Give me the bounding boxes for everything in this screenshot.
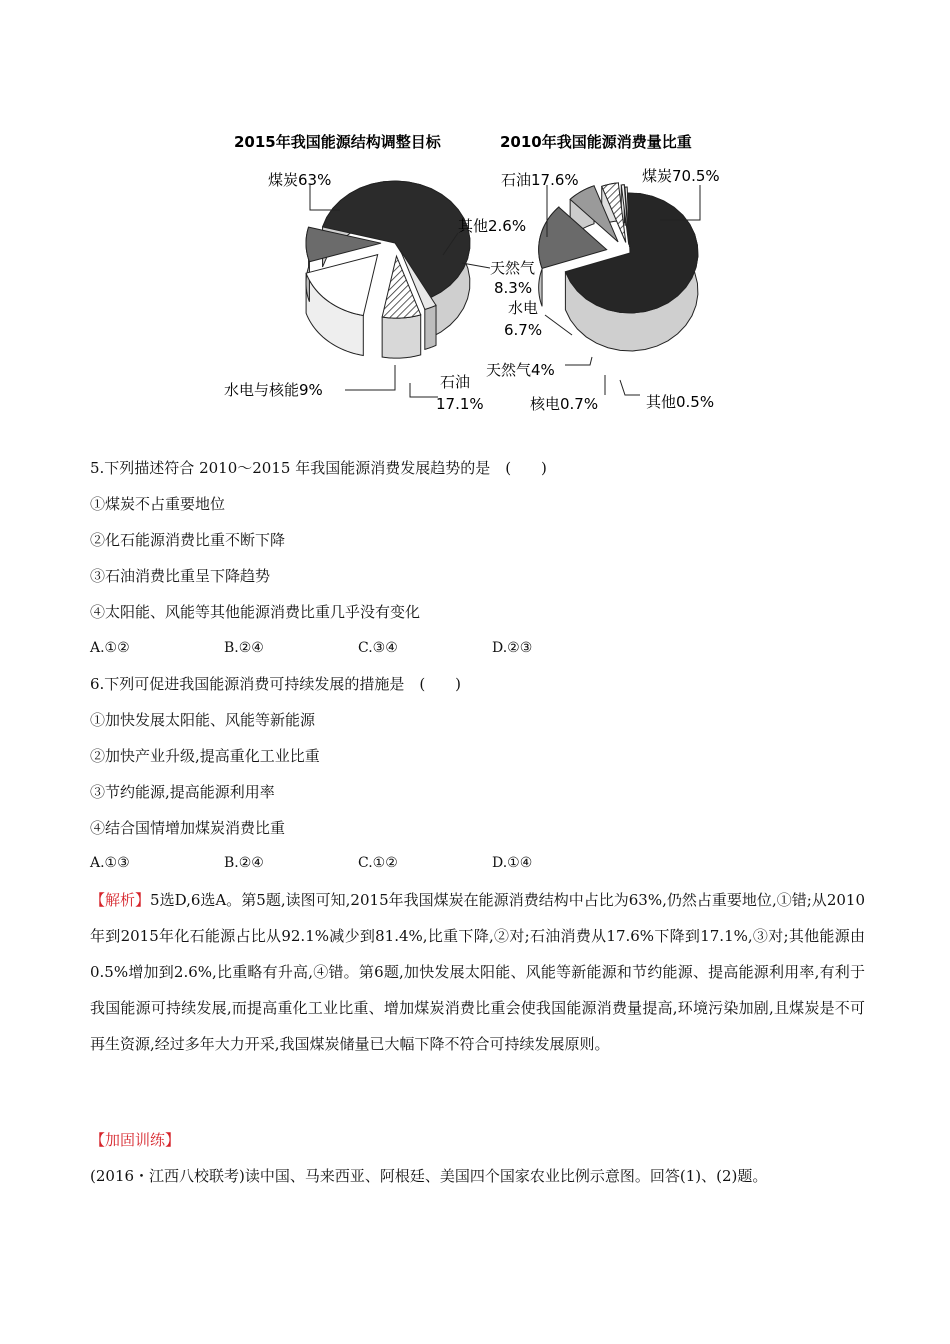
label-nuclear-2010: 核电0.7% xyxy=(530,395,599,413)
q5-options xyxy=(90,640,626,656)
label-coal-2015: 煤炭63% xyxy=(268,171,332,189)
label-oil-2010: 石油17.6% xyxy=(501,171,579,189)
q5-item-3: ③石油消费比重呈下降趋势 xyxy=(90,567,271,585)
label-gas-2015-value: 8.3% xyxy=(494,279,533,297)
analysis xyxy=(90,882,865,1062)
label-other-2010: 其他0.5% xyxy=(646,393,715,411)
analysis-text: 5选D,6选A。第5题,读图可知,2015年我国煤炭在能源消费结构中占比为63%,仍然占重要地位,①错;从2010年到2015年化石能源占比从92.1%减少到81.4%,比重下降,②对;石油消费从17.6%下降到17.1%,③对;其他能源由0.5%增加到2.6%,比重略有升高,④错。第6题,加快发展太阳能、风能等新能源和节约能源、提高能源利用率,有利于我国能源可持续发展,而提高重化工业比重、增加煤炭消费比重会使我国能源消费量提高,环境污染加剧,且煤炭是不可再生资源,经过多年大力开采,我国煤炭储量已大幅下降不符合可持续发展原则。 xyxy=(90,891,865,1053)
pie-2015 xyxy=(306,181,470,358)
label-hydro-2010: 水电 xyxy=(508,299,539,317)
label-hydro-nuclear-2015: 水电与核能9% xyxy=(224,381,323,399)
label-hydro-2010-value: 6.7% xyxy=(504,321,543,339)
label-gas-2010: 天然气4% xyxy=(486,361,555,379)
q6-options xyxy=(90,855,626,871)
intro-text: (2016・江西八校联考)读中国、马来西亚、阿根廷、美国四个国家农业比例示意图。回答(1)、(2)题。 xyxy=(90,1167,768,1185)
analysis-tag: 【解析】 xyxy=(90,891,151,909)
q6-item-1: ①加快发展太阳能、风能等新能源 xyxy=(90,711,316,729)
q5-stem: 5.下列描述符合 2010～2015 年我国能源消费发展趋势的是 ( ) xyxy=(90,459,547,477)
label-coal-2010: 煤炭70.5% xyxy=(642,167,720,185)
pie-2010 xyxy=(539,183,698,351)
left-pie-title: 2015年我国能源结构调整目标 xyxy=(234,133,441,151)
leader-line xyxy=(345,365,395,390)
pie-slice-side xyxy=(425,305,436,349)
q6-option-c[interactable]: C.①② xyxy=(358,855,398,871)
pie-slice-side xyxy=(382,315,421,358)
label-gas-2015: 天然气 xyxy=(490,259,536,277)
q6-item-4: ④结合国情增加煤炭消费比重 xyxy=(90,819,286,837)
q5-option-d[interactable]: D.②③ xyxy=(492,640,533,656)
q6-item-3: ③节约能源,提高能源利用率 xyxy=(90,783,275,801)
energy-pie-charts xyxy=(200,125,760,425)
q5-item-2: ②化石能源消费比重不断下降 xyxy=(90,531,286,549)
q6-item-2: ②加快产业升级,提高重化工业比重 xyxy=(90,747,320,765)
leader-line xyxy=(620,380,640,395)
leader-line xyxy=(545,315,572,335)
label-oil-2015-value: 17.1% xyxy=(436,395,484,413)
q6-option-a[interactable]: A.①③ xyxy=(90,855,130,871)
label-oil-2015: 石油 xyxy=(440,373,471,391)
q5-option-b[interactable]: B.②④ xyxy=(224,640,264,656)
q5-option-a[interactable]: A.①② xyxy=(90,640,130,656)
leader-line xyxy=(565,357,592,365)
right-pie-title: 2010年我国能源消费量比重 xyxy=(500,133,692,151)
q6-option-d[interactable]: D.①④ xyxy=(492,855,533,871)
q6-option-b[interactable]: B.②④ xyxy=(224,855,264,871)
q5-item-4: ④太阳能、风能等其他能源消费比重几乎没有变化 xyxy=(90,603,421,621)
q5-item-1: ①煤炭不占重要地位 xyxy=(90,495,226,513)
section-title: 【加固训练】 xyxy=(90,1131,181,1149)
label-other-2015: 其他2.6% xyxy=(458,217,527,235)
q6-stem: 6.下列可促进我国能源消费可持续发展的措施是 ( ) xyxy=(90,675,462,693)
leader-line xyxy=(410,383,438,397)
q5-option-c[interactable]: C.③④ xyxy=(358,640,398,656)
